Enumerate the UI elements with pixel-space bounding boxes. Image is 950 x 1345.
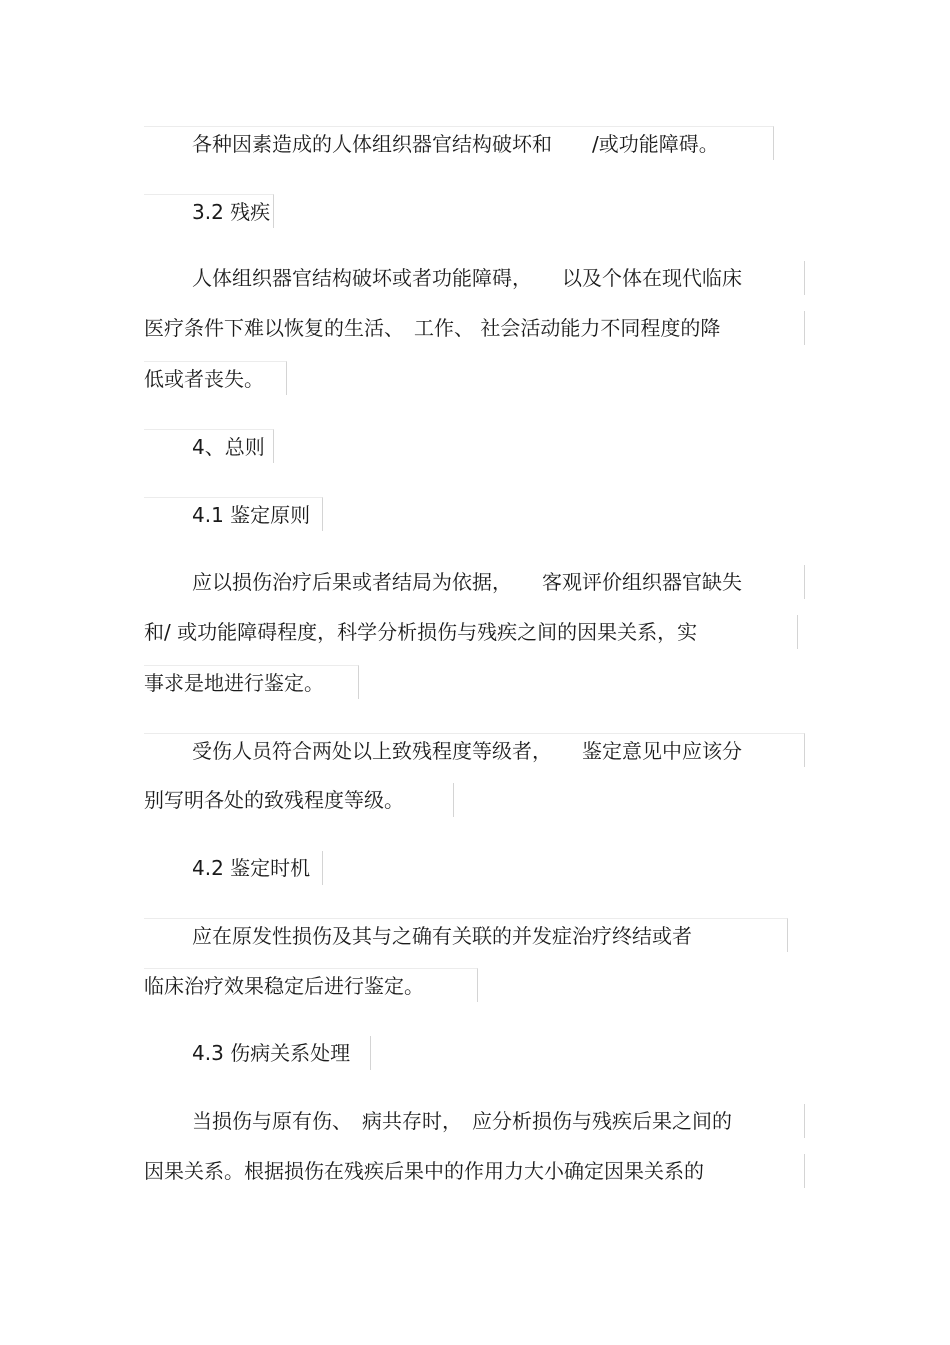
paragraph-line: 别写明各处的致残程度等级。 bbox=[144, 783, 454, 817]
paragraph-line: 事求是地进行鉴定。 bbox=[144, 665, 359, 699]
paragraph-line: 受伤人员符合两处以上致残程度等级者， 鉴定意见中应该分 bbox=[144, 733, 805, 767]
paragraph-line: 低或者丧失。 bbox=[144, 361, 287, 395]
paragraph-line: 和/ 或功能障碍程度，科学分析损伤与残疾之间的因果关系，实 bbox=[144, 615, 798, 649]
paragraph-line: 应以损伤治疗后果或者结局为依据， 客观评价组织器官缺失 bbox=[144, 565, 805, 599]
paragraph-line: 临床治疗效果稳定后进行鉴定。 bbox=[144, 968, 478, 1002]
paragraph-line: 医疗条件下难以恢复的生活、 工作、 社会活动能力不同程度的降 bbox=[144, 311, 805, 345]
section-heading: 4.2 鉴定时机 bbox=[144, 851, 323, 885]
paragraph-line: 应在原发性损伤及其与之确有关联的并发症治疗终结或者 bbox=[144, 918, 788, 952]
paragraph-line: 当损伤与原有伤、 病共存时， 应分析损伤与残疾后果之间的 bbox=[144, 1104, 805, 1138]
paragraph-line: 人体组织器官结构破坏或者功能障碍， 以及个体在现代临床 bbox=[144, 261, 805, 295]
section-heading: 3.2 残疾 bbox=[144, 194, 274, 228]
section-heading: 4.1 鉴定原则 bbox=[144, 497, 323, 531]
section-heading: 4.3 伤病关系处理 bbox=[144, 1036, 371, 1070]
paragraph-line: 各种因素造成的人体组织器官结构破坏和 /或功能障碍。 bbox=[144, 126, 774, 160]
paragraph-line: 因果关系。根据损伤在残疾后果中的作用力大小确定因果关系的 bbox=[144, 1154, 805, 1188]
section-heading: 4、总则 bbox=[144, 429, 274, 463]
